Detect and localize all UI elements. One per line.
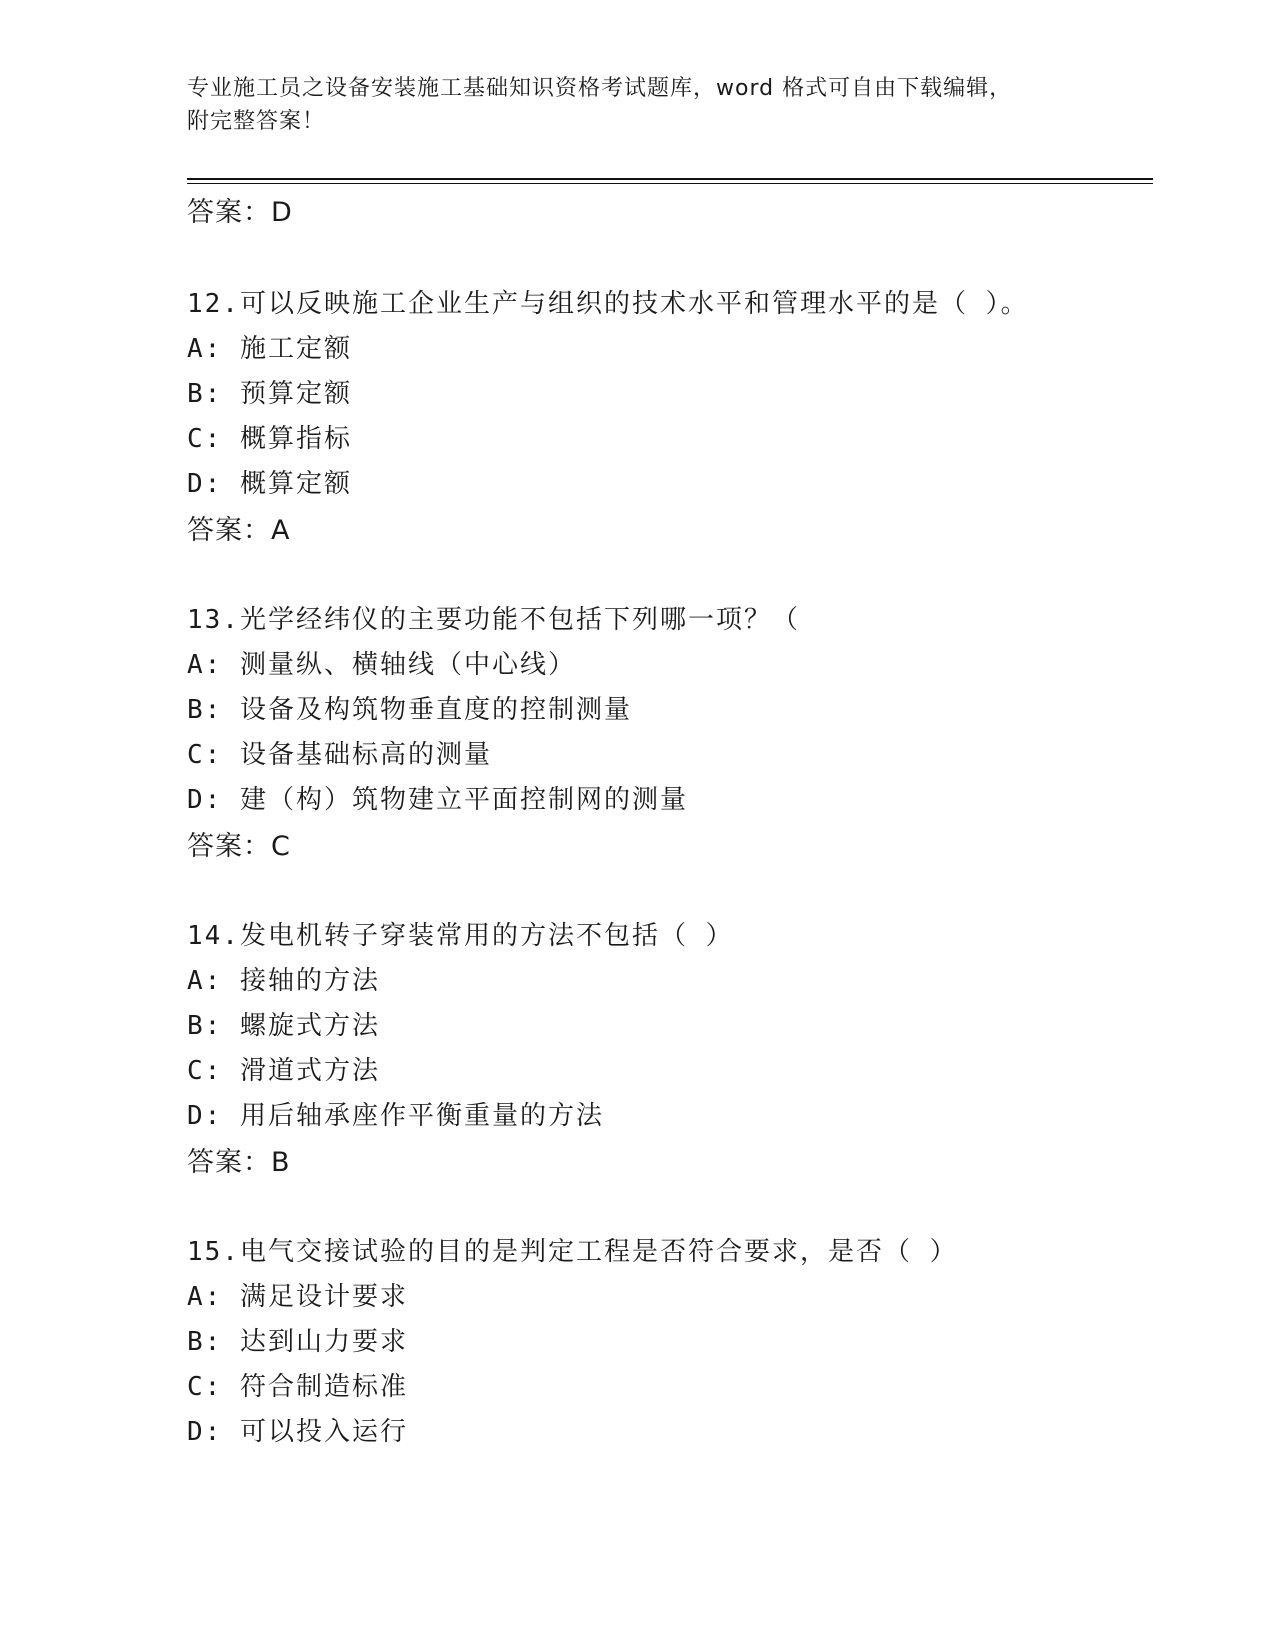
question-14-option-b: B: 螺旋式方法 (187, 1011, 380, 1041)
question-13-option-b: B: 设备及构筑物垂直度的控制测量 (187, 695, 632, 725)
header-line-1: 专业施工员之设备安装施工基础知识资格考试题库，word 格式可自由下载编辑， (187, 76, 1013, 101)
question-15-option-a: A: 满足设计要求 (187, 1282, 408, 1312)
question-13-stem: 13.光学经纬仪的主要功能不包括下列哪一项？（ (187, 605, 800, 635)
question-13-option-d: D: 建（构）筑物建立平面控制网的测量 (187, 785, 688, 815)
header-rule-thin (187, 183, 1153, 184)
header-rule-thick (187, 178, 1153, 180)
question-12-option-c: C: 概算指标 (187, 424, 352, 454)
document-header (187, 72, 1087, 138)
question-12-option-b: B: 预算定额 (187, 379, 352, 409)
question-15-stem: 15.电气交接试验的目的是判定工程是否符合要求，是否（ ） (187, 1237, 958, 1267)
question-12-stem: 12.可以反映施工企业生产与组织的技术水平和管理水平的是（ ）。 (187, 289, 1029, 319)
header-line-2: 附完整答案！ (187, 109, 326, 134)
question-14-stem: 14.发电机转子穿装常用的方法不包括（ ） (187, 921, 734, 951)
question-12-option-a: A: 施工定额 (187, 334, 352, 364)
question-15-option-c: C: 符合制造标准 (187, 1372, 408, 1402)
question-12-option-d: D: 概算定额 (187, 469, 352, 499)
question-14-option-a: A: 接轴的方法 (187, 966, 380, 996)
question-14-answer: 答案：B (187, 1147, 291, 1178)
question-12-answer: 答案：A (187, 515, 291, 546)
question-15-option-b: B: 达到山力要求 (187, 1327, 408, 1357)
question-15-option-d: D: 可以投入运行 (187, 1417, 408, 1447)
question-14-option-c: C: 滑道式方法 (187, 1056, 380, 1086)
question-14-option-d: D: 用后轴承座作平衡重量的方法 (187, 1101, 604, 1131)
question-13-option-c: C: 设备基础标高的测量 (187, 740, 492, 770)
question-13-answer: 答案：C (187, 831, 291, 862)
question-13-option-a: A: 测量纵、横轴线（中心线） (187, 650, 576, 680)
answer-11: 答案：D (187, 197, 293, 228)
